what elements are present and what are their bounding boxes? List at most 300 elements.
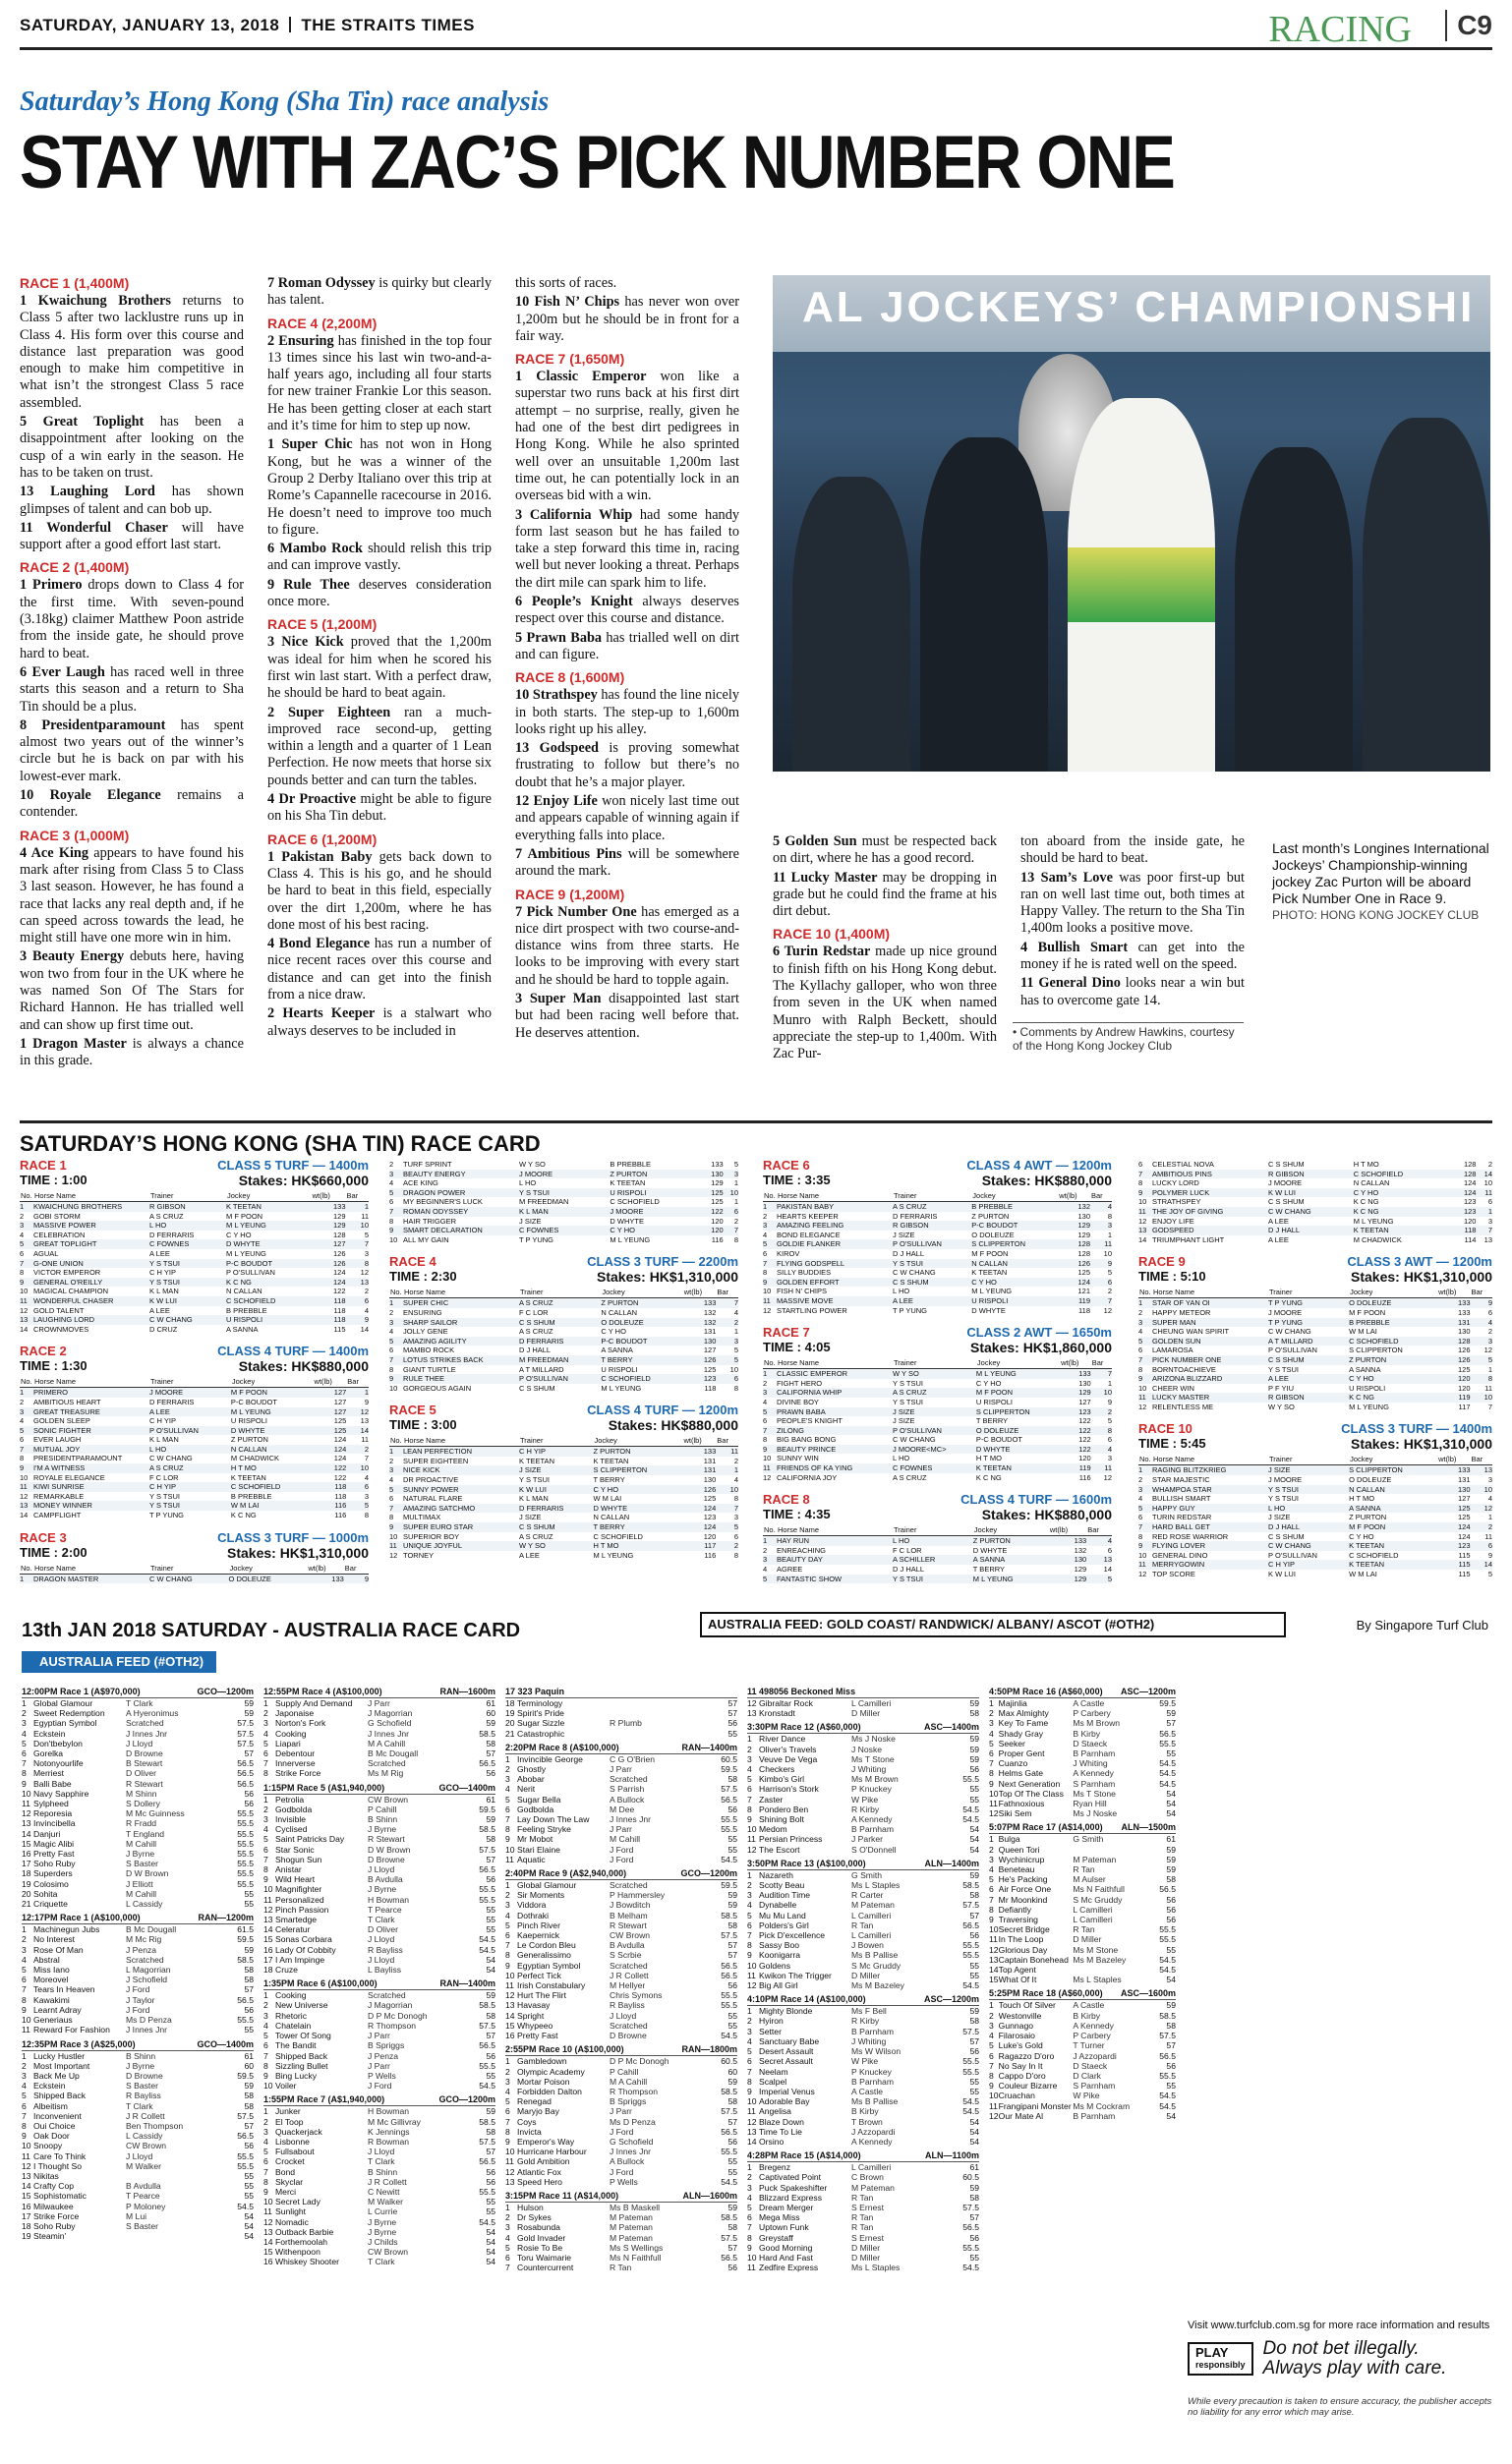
table-cell: 131	[682, 1465, 716, 1475]
list-item	[747, 1911, 979, 1920]
list-item	[989, 1945, 1176, 1955]
column-header: wt(lb)	[1049, 1524, 1086, 1536]
list-item	[263, 1855, 495, 1864]
table-cell: K W LUI	[1268, 1188, 1354, 1198]
table-cell: RED ROSE WARRIOR	[1152, 1531, 1229, 1541]
table-row	[20, 1306, 369, 1316]
entry-field: L Camilleri	[1073, 1904, 1113, 1915]
entry-field: M Shinn	[126, 1788, 157, 1799]
table-row	[763, 1296, 1112, 1306]
entry-field: 5	[747, 1910, 752, 1920]
entry-field: Star Sonic	[275, 1844, 315, 1855]
entry-field: 17	[22, 2210, 31, 2221]
entry-field: 2	[263, 1708, 268, 1719]
table-row	[763, 1407, 1112, 1417]
table-cell: N CALLAN	[1353, 1178, 1390, 1188]
table-cell: U RISPOLI	[601, 1364, 638, 1374]
table-row	[389, 1188, 738, 1198]
table-cell: 12	[20, 1305, 29, 1315]
table-cell: 2	[1138, 1307, 1143, 1317]
table-cell: MY BEGINNER'S LUCK	[403, 1197, 483, 1207]
table-cell: 126	[682, 1485, 716, 1495]
table-cell: C W CHANG	[149, 1315, 226, 1325]
entry-field: A Kennedy	[1073, 1768, 1114, 1779]
list-item	[22, 2131, 254, 2141]
table-row	[20, 1325, 369, 1335]
column-header: Trainer	[149, 1563, 229, 1575]
logo-word-responsibly: responsibly	[1195, 2360, 1246, 2370]
table-cell: ENJOY LIFE	[1152, 1216, 1194, 1226]
table-cell: 8	[1138, 1364, 1143, 1374]
table-cell: B PREBBLE	[225, 1305, 267, 1315]
entry-field: Milwaukee	[33, 2201, 74, 2211]
entry-field: L Camilleri	[1073, 1915, 1113, 1925]
list-item	[263, 1834, 495, 1844]
column-header: Horse Name	[777, 1190, 893, 1202]
race-title: 3:50PM Race 13 (A$100,000)	[747, 1858, 866, 1868]
race-distance: GCO—1200m	[438, 2094, 495, 2105]
list-item	[263, 2021, 495, 2031]
entry-field: Pinch Passion	[275, 1904, 329, 1915]
entry-field: R Kirby	[851, 2016, 880, 2027]
entry-field: Ms M Bazeley	[851, 1980, 904, 1991]
table-cell: 10	[389, 1234, 398, 1244]
list-item	[22, 2025, 254, 2034]
list-item	[505, 1708, 737, 1718]
entry-field: Rosabunda	[517, 2222, 560, 2233]
table-cell: 118	[314, 1482, 347, 1492]
table-cell: SUPER MAN	[1152, 1318, 1268, 1328]
table-row	[763, 1212, 1112, 1222]
entry-field: Blizzard Express	[759, 2192, 822, 2203]
entry-field: C Brown	[851, 2172, 884, 2183]
entry-field: B Shinn	[368, 2166, 398, 2177]
list-item	[989, 1934, 1176, 1944]
entry-field: 58	[969, 2192, 979, 2203]
table-cell: W M LAI	[1349, 1327, 1377, 1337]
entry-field: L Currie	[368, 2206, 398, 2217]
table-cell: 122	[1060, 1445, 1091, 1455]
table-cell: Y S TSUI	[149, 1259, 226, 1269]
entry-field: 9	[263, 2186, 268, 2197]
table-cell: 2	[389, 1160, 394, 1169]
table-cell: 127	[314, 1407, 347, 1417]
list-item	[263, 2167, 495, 2177]
entry-field: 1	[989, 1834, 994, 1845]
table-cell: 1	[20, 1202, 33, 1212]
table-cell: 3	[389, 1170, 403, 1179]
table-cell: T BERRY	[601, 1355, 682, 1365]
entry-field: Superders	[33, 1868, 73, 1879]
table-cell: 8	[389, 1216, 394, 1226]
comments-credit: • Comments by Andrew Hawkins, courtesy of the Hong Kong Jockey Club	[1013, 1022, 1244, 1053]
analysis-paragraph: 5 Golden Sun must be respected back on dirt, where he has a good record.	[773, 833, 998, 867]
entry-field: P Carbery	[1073, 1708, 1111, 1719]
entry-field: Nerit	[517, 1784, 536, 1795]
entry-field: 19	[505, 1708, 515, 1719]
table-cell: 5	[1138, 1504, 1152, 1514]
table-cell: SMART DECLARATION	[403, 1226, 519, 1235]
entry-field: J Innes Jnr	[126, 1728, 168, 1739]
race-entries-table	[763, 1190, 1112, 1315]
entry-field: 55	[969, 1970, 979, 1980]
table-cell: 8	[733, 1550, 738, 1560]
table-cell: A SANNA	[973, 1555, 1049, 1565]
table-cell: P-C BOUDOT	[975, 1435, 1023, 1445]
entry-field: Magnifighter	[275, 1884, 322, 1895]
table-cell: P O'SULLIVAN	[225, 1268, 275, 1278]
table-cell: J SIZE	[1268, 1513, 1291, 1522]
table-cell: T P YUNG	[149, 1511, 185, 1520]
entry-field: J Parr	[610, 1764, 632, 1775]
table-cell: 132	[1074, 1545, 1087, 1555]
table-cell: GORGEOUS AGAIN	[403, 1383, 472, 1393]
list-item	[747, 2222, 979, 2232]
entry-field: J Innes Jnr	[126, 2025, 168, 2035]
list-item	[747, 1698, 979, 1708]
list-item	[505, 2067, 737, 2077]
entry-field: 57.5	[962, 1900, 979, 1911]
list-item	[263, 2117, 495, 2127]
entry-field: Ms B Pallise	[851, 2096, 899, 2107]
entry-field: Egyptian Symbol	[517, 1960, 581, 1971]
entry-field: No Interest	[33, 1934, 76, 1945]
list-item	[505, 1890, 737, 1900]
entry-field: Sonas Corbara	[275, 1934, 332, 1945]
table-cell: 12	[763, 1472, 772, 1482]
table-row	[763, 1575, 1112, 1584]
table-cell: 3	[1090, 1221, 1112, 1231]
table-cell: 6	[1487, 1307, 1492, 1317]
table-cell: N CALLAN	[231, 1445, 314, 1455]
entry-field: J Elliott	[126, 1878, 153, 1889]
table-cell: 9	[389, 1226, 403, 1235]
table-cell: 7	[20, 1259, 33, 1269]
list-item	[505, 2156, 737, 2166]
entry-field: 3	[505, 2076, 510, 2087]
entry-field: Invisible	[275, 1814, 307, 1825]
analysis-paragraph: 3 California Whip had some handy form last season but he has failed to take a step forward this time in, racing well but never looking a threat. Perhaps the dirt mile can spark him to life.	[515, 506, 739, 591]
table-cell: 125	[701, 1188, 724, 1198]
table-row	[1138, 1465, 1492, 1475]
entry-field: Ryan Hill	[1073, 1799, 1107, 1809]
table-cell: 132	[683, 1318, 717, 1328]
entry-field: M Cahill	[126, 1888, 157, 1899]
entry-field: 57	[1166, 1718, 1176, 1729]
table-cell: K L MAN	[519, 1494, 549, 1504]
list-item	[505, 1940, 737, 1950]
table-cell: 116	[1078, 1472, 1091, 1482]
table-cell: Z PURTON	[971, 1211, 1010, 1221]
entry-field: 58	[486, 1738, 495, 1748]
analysis-paragraph: 10 Strathspey has found the line nicely in both starts. The step-up to 1,600m looks right up his alley.	[515, 687, 739, 737]
entry-field: 54	[486, 2247, 495, 2258]
table-cell: KIROV	[777, 1248, 800, 1258]
entry-field: 56.5	[479, 1864, 495, 1875]
table-cell: 4	[389, 1327, 394, 1337]
entry-field: 61	[486, 1698, 495, 1708]
entry-field: 55.5	[237, 1818, 254, 1829]
table-row	[763, 1445, 1112, 1455]
table-cell: 3	[389, 1465, 403, 1475]
race-heading: RACE 3 (1,000M)	[20, 827, 130, 843]
race-header	[763, 1492, 1112, 1522]
table-cell: B PREBBLE	[230, 1491, 272, 1501]
table-cell: PICK NUMBER ONE	[1152, 1355, 1268, 1365]
analysis-column-1	[20, 275, 244, 1071]
entry-field: B Stewart	[126, 1758, 163, 1769]
race-class: CLASS 3 AWT — 1200m	[1347, 1254, 1492, 1270]
column-header: Horse Name	[403, 1435, 519, 1447]
list-item	[505, 2147, 737, 2156]
list-item	[989, 2040, 1176, 2050]
entry-field: R Tan	[851, 2192, 874, 2203]
table-cell: GREAT TREASURE	[33, 1407, 149, 1417]
play-responsibly	[1188, 2339, 1492, 2378]
list-item	[747, 2006, 979, 2016]
table-row	[1138, 1197, 1492, 1207]
entry-field: 56.5	[1159, 2050, 1176, 2061]
table-row	[1138, 1170, 1492, 1179]
table-cell: GOLDEN SLEEP	[33, 1416, 90, 1426]
table-cell: LAUGHING LORD	[33, 1315, 149, 1325]
entry-field: Our Mate Al	[998, 2110, 1044, 2121]
race-header	[263, 1783, 495, 1795]
entry-field: A Castle	[1073, 2000, 1105, 2011]
entry-field: Kronstadt	[759, 1708, 795, 1719]
entry-field: Hard And Fast	[759, 2252, 813, 2263]
entry-field: 55	[727, 2020, 737, 2031]
table-cell: RAGING BLITZKRIEG	[1152, 1465, 1268, 1475]
race-block	[1138, 1160, 1492, 1244]
entry-field: 4	[505, 1910, 510, 1920]
entry-field: Kwikon The Trigger	[759, 1970, 832, 1980]
table-cell: 4	[1086, 1536, 1112, 1546]
entry-field: Supply And Demand	[275, 1698, 353, 1708]
entry-field: Oliver's Travels	[759, 1744, 817, 1754]
entry-field: Filarosaio	[998, 2031, 1035, 2041]
table-cell: POLYMER LUCK	[1152, 1188, 1268, 1198]
race-class: CLASS 4 AWT — 1200m	[966, 1158, 1112, 1173]
list-item	[22, 1995, 254, 2005]
entry-field: 5	[263, 2031, 268, 2041]
race-header	[389, 1403, 738, 1433]
table-cell: 129	[1060, 1388, 1091, 1398]
entry-field: 56	[969, 2232, 979, 2243]
list-item	[263, 2137, 495, 2147]
entry-field: Veuve De Vega	[759, 1753, 818, 1764]
race-header	[763, 1158, 1112, 1188]
list-item	[263, 1874, 495, 1884]
race-distance: GCO—1400m	[438, 1782, 495, 1793]
analysis-paragraph: 4 Bond Elegance has run a number of nice recent races over this course and distance and can get into the finish from a nice draw.	[267, 936, 492, 1003]
entry-field: Sizzling Bullet	[275, 2060, 328, 2071]
table-cell: W Y SO	[893, 1369, 976, 1379]
entry-field: Imperial Venus	[759, 2086, 815, 2096]
table-cell: 8	[763, 1435, 768, 1445]
entry-field: Hurricane Harbour	[517, 2147, 587, 2157]
list-item	[263, 1965, 495, 1975]
table-row	[389, 1532, 738, 1542]
entry-field: 10	[747, 2252, 757, 2263]
table-row	[389, 1226, 738, 1235]
table-cell: 2	[733, 1216, 738, 1226]
race-stakes: Stakes: HK$880,000	[981, 1173, 1112, 1188]
entry-field: R Plumb	[610, 1718, 642, 1729]
table-row	[20, 1278, 369, 1288]
table-cell: W M LAI	[1349, 1570, 1377, 1578]
race-time: TIME : 3:00	[389, 1417, 457, 1433]
entry-field: Egyptian Symbol	[33, 1718, 97, 1729]
table-cell: J SIZE	[893, 1407, 976, 1417]
entry-field: 16	[22, 2201, 31, 2211]
table-row	[1138, 1570, 1492, 1579]
entry-field: Sylpheed	[33, 1799, 69, 1809]
list-item	[263, 2127, 495, 2137]
entry-field: 7	[263, 2050, 268, 2061]
table-cell: 122	[1060, 1426, 1091, 1436]
entry-field: Irish Constabulary	[517, 1980, 586, 1991]
list-item	[989, 1729, 1176, 1739]
list-item	[989, 2031, 1176, 2040]
entry-field: 7	[989, 1758, 994, 1769]
entry-field: 13	[22, 1818, 31, 1829]
entry-field: J Byrne	[368, 2216, 397, 2227]
table-cell: 114	[1464, 1234, 1477, 1244]
entry-field: D W Brown	[368, 1844, 411, 1855]
table-cell: 12	[1103, 1472, 1112, 1482]
analysis-paragraph: 10 Fish N’ Chips has never won over 1,200m but he should be in front for a fair way.	[515, 294, 739, 344]
list-item	[263, 2237, 495, 2247]
entry-field: 59	[727, 1900, 737, 1911]
entry-field: B Avdulla	[368, 1874, 403, 1885]
entry-field: 13	[263, 1915, 273, 1925]
table-cell: F C LOR	[149, 1472, 179, 1482]
entry-field: 10	[505, 1844, 515, 1855]
entry-field: J Ford	[126, 2004, 150, 2015]
entry-field: 14	[263, 1924, 273, 1935]
list-item	[989, 2021, 1176, 2031]
entry-field: R Thompson	[368, 2020, 417, 2031]
list-item	[505, 2233, 737, 2243]
entry-field: 54	[244, 2210, 254, 2221]
entry-field: 56	[969, 1764, 979, 1775]
list-item	[22, 1698, 254, 1708]
entry-field: 6	[505, 2252, 510, 2263]
table-cell: 5	[1471, 1355, 1493, 1365]
entry-field: Strike Force	[275, 1768, 321, 1779]
race-header	[20, 1530, 369, 1561]
column-header: Jockey	[601, 1287, 682, 1298]
column-header: Trainer	[149, 1190, 226, 1202]
entry-field: Sir Moments	[517, 1890, 565, 1901]
list-item	[747, 1734, 979, 1744]
entry-field: 9	[989, 2081, 994, 2092]
race-title: 1:35PM Race 6 (A$100,000)	[263, 1978, 378, 1989]
table-cell: M L YEUNG	[971, 1287, 1013, 1296]
race-entries-table	[763, 1524, 1112, 1583]
table-cell: 1	[389, 1447, 403, 1457]
table-cell: CELESTIAL NOVA	[1152, 1160, 1214, 1169]
entry-field: P Cahill	[368, 1804, 397, 1814]
entry-field: 55.5	[479, 1894, 495, 1905]
entry-field: 2	[747, 1744, 752, 1754]
entry-field: 20	[22, 1888, 31, 1899]
table-cell: J MOORE	[519, 1170, 610, 1179]
entry-field: Abstral	[33, 1954, 60, 1965]
race-distance: ALN—1400m	[924, 1858, 979, 1868]
table-cell: C Y HO	[225, 1230, 252, 1239]
table-row	[389, 1327, 738, 1337]
table-cell: T BERRY	[593, 1475, 625, 1485]
entry-field: 55	[727, 1844, 737, 1855]
entry-field: T Clark	[126, 2100, 153, 2111]
entry-field: Anistar	[275, 1864, 302, 1875]
list-item	[989, 1895, 1176, 1905]
table-cell: M FREEDMAN	[519, 1197, 569, 1207]
entry-field: Rhetoric	[275, 2010, 307, 2021]
entry-field: L Cassidy	[126, 1899, 163, 1910]
entry-field: 11	[989, 1934, 998, 1945]
list-item	[747, 2263, 979, 2272]
table-cell: C SCHOFIELD	[610, 1197, 660, 1207]
table-cell: 6	[733, 1531, 738, 1541]
entry-field: Eckstein	[33, 2081, 66, 2092]
table-cell: 5	[364, 1230, 369, 1239]
entry-field: M Cahill	[610, 1834, 641, 1845]
list-item	[505, 1971, 737, 1980]
table-row	[389, 1160, 738, 1170]
entry-field: P Moloney	[126, 2201, 166, 2211]
table-cell: BEAUTY ENERGY	[403, 1170, 519, 1179]
entry-field: Blaze Down	[759, 2116, 804, 2127]
column-header: No.	[1139, 1288, 1151, 1297]
table-cell: 6	[20, 1248, 25, 1258]
table-cell: M L YEUNG	[231, 1407, 314, 1417]
entry-field: 3	[263, 2010, 268, 2021]
entry-field: 57.5	[721, 1930, 737, 1941]
entry-field: 18	[505, 1698, 515, 1708]
entry-field: 57.5	[237, 1718, 254, 1729]
table-cell: Y S TSUI	[893, 1259, 971, 1269]
entry-field: 11	[22, 2150, 30, 2161]
entry-field: In The Loop	[998, 1934, 1044, 1945]
entry-field: 57.5	[479, 1844, 495, 1855]
race-time: TIME : 1:00	[20, 1173, 87, 1187]
entry-field: 4	[989, 2031, 994, 2041]
table-cell: AGREE	[777, 1565, 803, 1575]
table-cell: M L YEUNG	[601, 1383, 642, 1393]
article-kicker: Saturday’s Hong Kong (Sha Tin) race analysis	[20, 86, 550, 117]
table-cell: 4	[1138, 1327, 1143, 1337]
race-stakes: Stakes: HK$880,000	[981, 1507, 1112, 1523]
table-row	[1138, 1485, 1492, 1495]
entry-field: 59	[969, 1698, 979, 1708]
entry-field: Generiaus	[33, 2015, 73, 2026]
entry-field: 56	[244, 2004, 254, 2015]
entry-field: 6	[747, 1784, 752, 1795]
entry-field: 57.5	[962, 2202, 979, 2212]
table-cell: 4	[1138, 1494, 1143, 1504]
table-cell: 8	[389, 1513, 394, 1522]
table-cell: SUPERIOR BOY	[403, 1531, 460, 1541]
table-cell: AMBITIOUS PINS	[1152, 1170, 1268, 1179]
table-row	[20, 1398, 369, 1407]
table-cell: 11	[763, 1296, 777, 1306]
entry-field: 5	[22, 1738, 27, 1748]
entry-field: 11	[989, 2100, 998, 2111]
table-cell: C Y HO	[971, 1278, 1058, 1288]
